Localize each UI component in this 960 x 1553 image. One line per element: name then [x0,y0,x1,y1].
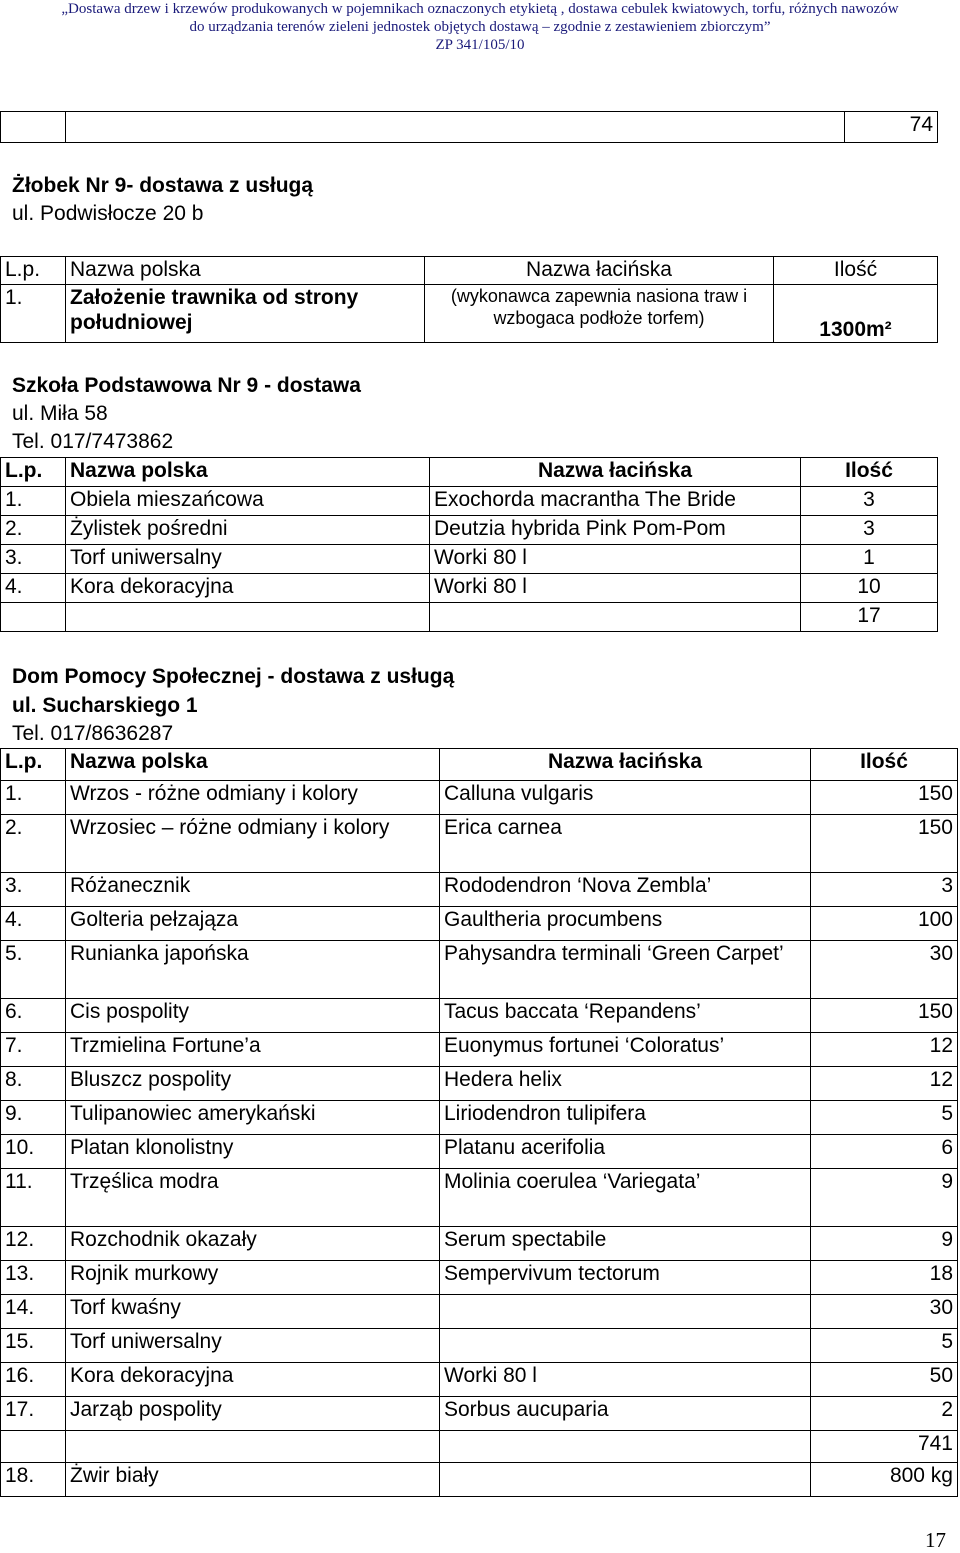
col-lp: L.p. [1,257,66,285]
cell-name-pl: Kora dekoracyjna [66,1363,440,1397]
col-name-pl: Nazwa polska [66,749,440,781]
header-line-2: do urządzania terenów zieleni jednostek objętych dostawą – zgodnie z zestawieniem zbiorczym” [189,19,771,35]
empty-cell [440,1431,811,1463]
cell-lp: 14. [1,1295,66,1329]
cell-name-lat: Gaultheria procumbens [440,907,811,941]
col-name-pl: Nazwa polska [66,257,425,285]
cell-qty: 150 [811,781,958,815]
cell-qty: 12 [811,1033,958,1067]
cell-lp: 16. [1,1363,66,1397]
col-lp: L.p. [1,749,66,781]
cell-name-pl: Rozchodnik okazały [66,1227,440,1261]
table-row [1,781,958,815]
cell-name-pl: Żwir biały [66,1463,440,1497]
cell-name-pl: Runianka japońska [66,941,440,999]
cell-name-lat [440,1463,811,1497]
cell-qty: 6 [811,1135,958,1169]
table-row [1,1295,958,1329]
cell-name-pl: Bluszcz pospolity [66,1067,440,1101]
col-name-lat: Nazwa łacińska [440,749,811,781]
cell-lp: 9. [1,1101,66,1135]
cell-name-lat: Serum spectabile [440,1227,811,1261]
table-row [1,487,938,516]
table-row [1,516,938,545]
cell-name-lat [440,1329,811,1363]
table-row [1,1329,958,1363]
cell-name-pl: Rojnik murkowy [66,1261,440,1295]
cell-name-lat: Platanu acerifolia [440,1135,811,1169]
cell-qty: 30 [811,941,958,999]
col-name-lat: Nazwa łacińska [425,257,774,285]
cell-lp: 2. [1,815,66,873]
empty-cell [66,603,430,632]
cell-name-lat: Erica carnea [440,815,811,873]
table-row [1,999,958,1033]
header-line-3: ZP 341/105/10 [435,37,525,53]
cell-name-pl: Golteria pełzająza [66,907,440,941]
cell-name-lat: Worki 80 l [440,1363,811,1397]
cell-lp: 3. [1,873,66,907]
cell-name-pl: Tulipanowiec amerykański [66,1101,440,1135]
cell-lp: 6. [1,999,66,1033]
cell-lp: 1. [1,285,66,343]
table-row [1,1463,958,1497]
header-line-1: „Dostawa drzew i krzewów produkowanych w pojemnikach oznaczonych etykietą , dostawa cebulek kwiatowych, torfu, różnych nawozów [61,1,899,17]
table-row [1,907,958,941]
cell-name-pl: Trzęślica modra [66,1169,440,1227]
cell-lp: 17. [1,1397,66,1431]
cell-name-pl: Kora dekoracyjna [66,574,430,603]
cell-name-pl: Torf uniwersalny [66,1329,440,1363]
cell-name-pl: Różanecznik [66,873,440,907]
cell-lp: 1. [1,487,66,516]
section3-title: Dom Pomocy Społecznej - dostawa z usługą [12,665,455,688]
cell-lp: 13. [1,1261,66,1295]
cell-name-lat: Pahysandra terminali ‘Green Carpet’ [440,941,811,999]
table-row [1,574,938,603]
total-row [1,603,938,632]
cell-lp: 11. [1,1169,66,1227]
cell-lp: 2. [1,516,66,545]
section1-address: ul. Podwisłocze 20 b [12,202,204,225]
table-row [1,1363,958,1397]
cell-name-lat: Sempervivum tectorum [440,1261,811,1295]
cell-qty: 12 [811,1067,958,1101]
cell-name-lat: Tacus baccata ‘Repandens’ [440,999,811,1033]
cell-qty: 3 [801,487,938,516]
cell-qty: 10 [801,574,938,603]
cell-name-pl: Założenie trawnika od strony południowej [66,285,425,343]
empty-cell [430,603,801,632]
table-row [1,1261,958,1295]
cell-lp: 10. [1,1135,66,1169]
cell-name-lat: Worki 80 l [430,574,801,603]
table-row [1,1067,958,1101]
col-name-lat: Nazwa łacińska [430,458,801,487]
cell-qty: 1 [801,545,938,574]
cell-lp: 18. [1,1463,66,1497]
table-header-row [1,749,958,781]
section2-title: Szkoła Podstawowa Nr 9 - dostawa [12,374,361,397]
col-lp: L.p. [1,458,66,487]
cell-name-lat: Worki 80 l [430,545,801,574]
cell-name-lat: Liriodendron tulipifera [440,1101,811,1135]
cell-lp: 12. [1,1227,66,1261]
cell-name-pl: Torf uniwersalny [66,545,430,574]
table-row [1,1227,958,1261]
cell-name-pl: Cis pospolity [66,999,440,1033]
cell-qty: 5 [811,1101,958,1135]
cell-name-pl: Torf kwaśny [66,1295,440,1329]
col-qty: Ilość [801,458,938,487]
cell-lp: 4. [1,907,66,941]
cell-qty: 1300m² [774,285,938,343]
cell-lp: 5. [1,941,66,999]
cell-name-lat: Euonymus fortunei ‘Coloratus’ [440,1033,811,1067]
cell-name-lat: Molinia coerulea ‘Variegata’ [440,1169,811,1227]
col-qty: Ilość [774,257,938,285]
empty-cell [1,1431,66,1463]
cell-name-pl: Obiela mieszańcowa [66,487,430,516]
page-number: 17 [925,1528,946,1552]
top-total-table [0,111,938,143]
cell-name-pl: Żylistek pośredni [66,516,430,545]
cell-qty: 50 [811,1363,958,1397]
cell-lp: 15. [1,1329,66,1363]
section1-title: Żłobek Nr 9- dostawa z usługą [12,174,314,197]
table-row [1,815,958,873]
cell-name-pl: Platan klonolistny [66,1135,440,1169]
cell-name-pl: Wrzos - różne odmiany i kolory [66,781,440,815]
cell-name-pl: Trzmielina Fortune’a [66,1033,440,1067]
cell-name-lat: Rododendron ‘Nova Zembla’ [440,873,811,907]
cell-qty: 9 [811,1227,958,1261]
section2-phone: Tel. 017/7473862 [12,430,174,453]
empty-cell [1,603,66,632]
cell-name-lat: Hedera helix [440,1067,811,1101]
cell-name-lat [440,1295,811,1329]
cell-qty: 150 [811,815,958,873]
table-row [1,1397,958,1431]
cell-qty: 3 [801,516,938,545]
cell-qty: 150 [811,999,958,1033]
table-row [1,1169,958,1227]
cell-name-lat: Calluna vulgaris [440,781,811,815]
cell-qty: 5 [811,1329,958,1363]
cell-name-lat: Deutzia hybrida Pink Pom-Pom [430,516,801,545]
cell-qty: 30 [811,1295,958,1329]
table-header-row [1,458,938,487]
section3-table [0,748,958,1497]
table-row [1,873,958,907]
empty-cell [1,112,66,143]
table-row [1,1033,958,1067]
section3-address: ul. Sucharskiego 1 [12,694,198,717]
cell-qty: 18 [811,1261,958,1295]
cell-lp: 7. [1,1033,66,1067]
cell-qty: 800 kg [811,1463,958,1497]
section1-table [0,256,938,343]
cell-qty: 9 [811,1169,958,1227]
cell-qty: 2 [811,1397,958,1431]
col-qty: Ilość [811,749,958,781]
cell-name-lat: Exochorda macrantha The Bride [430,487,801,516]
section2-total: 17 [801,603,938,632]
cell-qty: 3 [811,873,958,907]
col-name-pl: Nazwa polska [66,458,430,487]
cell-name-lat: Sorbus aucuparia [440,1397,811,1431]
section2-address: ul. Miła 58 [12,402,108,425]
total-row [1,1431,958,1463]
section3-phone: Tel. 017/8636287 [12,722,174,745]
cell-name-pl: Jarząb pospolity [66,1397,440,1431]
section2-table [0,457,938,632]
table-row [1,1135,958,1169]
cell-lp: 8. [1,1067,66,1101]
document-header [0,0,960,54]
cell-lp: 4. [1,574,66,603]
cell-lp: 3. [1,545,66,574]
table-row [1,545,938,574]
table-row [1,941,958,999]
table-header-row [1,257,938,285]
table-row [1,285,938,343]
cell-qty: 100 [811,907,958,941]
cell-lp: 1. [1,781,66,815]
empty-cell [66,1431,440,1463]
cell-name-pl: Wrzosiec – różne odmiany i kolory [66,815,440,873]
top-total-value: 74 [845,112,938,143]
cell-name-lat: (wykonawca zapewnia nasiona traw i wzbogaca podłoże torfem) [425,285,774,343]
table-row [1,1101,958,1135]
section3-total: 741 [811,1431,958,1463]
empty-cell [66,112,845,143]
